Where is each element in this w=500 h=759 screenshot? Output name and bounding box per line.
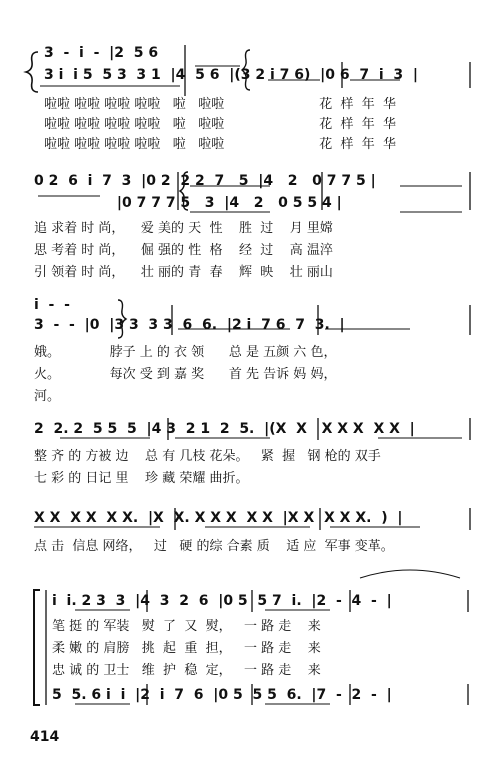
lyric-row: 七 彩 的 日记 里 珍 藏 荣耀 曲折。 bbox=[34, 471, 249, 486]
notation-row: 3 - - |0 |3 3 3 3 6 6. |2 i 7 6 7 3. | bbox=[34, 317, 345, 333]
notation-row: 2 2. 2 5 5 5 |4 3 2 1 2 5. |(X X X X X X X | bbox=[34, 421, 415, 437]
lyric-row: 点 击 信息 网络， 过 硬 的综 合素 质 适 应 军事 变革。 bbox=[34, 539, 394, 554]
notation-row: 3 - i - |2 5 6 bbox=[44, 45, 159, 61]
lyric-row: 忠 诚 的 卫士 维 护 稳 定， 一 路 走 来 bbox=[52, 663, 321, 678]
notation-row: 5 5. 6 i i |2 i 7 6 |0 5 5 5 6. |7 - 2 - | bbox=[52, 687, 392, 703]
lyric-row: 思 考着 时 尚， 倔 强的 性 格 经 过 高 温淬 bbox=[34, 243, 333, 258]
brace-system-1 bbox=[26, 52, 38, 92]
lyric-row: 追 求着 时 尚， 爱 美的 天 性 胜 过 月 里嫦 bbox=[34, 221, 333, 236]
lyric-row: 整 齐 的 方被 边 总 有 几枝 花朵。 紧 握 钢 枪的 双手 bbox=[34, 449, 381, 464]
tie-arc bbox=[360, 570, 460, 578]
lyric-row: 火。 每次 受 到 嘉 奖 首 先 告诉 妈 妈， bbox=[34, 367, 337, 382]
notation-row: |0 7 7 7 5 3 |4 2 0 5 5 4 | bbox=[34, 195, 342, 211]
lyric-row: 引 领着 时 尚， 壮 丽的 青 春 辉 映 壮 丽山 bbox=[34, 265, 333, 280]
lyric-row: 啦啦 啦啦 啦啦 啦啦 啦 啦啦 花 样 年 华 bbox=[44, 137, 397, 152]
notation-row: i i. 2 3 3 |4 3 2 6 |0 5 5 7 i. |2 - 4 - | bbox=[52, 593, 392, 609]
notation-row: 3 i i 5 5 3 3 1 |4 5 6 |(3 2 i 7 6) |0 6 7 i 3 | bbox=[44, 67, 419, 83]
bracket-system-6 bbox=[34, 590, 40, 705]
notation-row: i - - bbox=[34, 297, 70, 313]
lyric-row: 河。 bbox=[34, 389, 61, 404]
notation-row: 0 2 6 i 7 3 |0 2 2 2 7 5 |4 2 0 7 7 5 | bbox=[34, 173, 376, 189]
lyric-row: 啦啦 啦啦 啦啦 啦啦 啦 啦啦 花 样 年 华 bbox=[44, 117, 397, 132]
lyric-row: 笔 挺 的 军装 熨 了 又 熨， 一 路 走 来 bbox=[52, 619, 321, 634]
lyric-row: 柔 嫩 的 肩膀 挑 起 重 担， 一 路 走 来 bbox=[52, 641, 321, 656]
lyric-row: 啦啦 啦啦 啦啦 啦啦 啦 啦啦 花 样 年 华 bbox=[44, 97, 397, 112]
lyric-row: 娥。 脖子 上 的 衣 领 总 是 五颜 六 色， bbox=[34, 345, 337, 360]
notation-row: X X X X X X. |X X. X X X X X |X X X X X. ) | bbox=[34, 510, 403, 526]
page-number: 414 bbox=[30, 729, 60, 745]
